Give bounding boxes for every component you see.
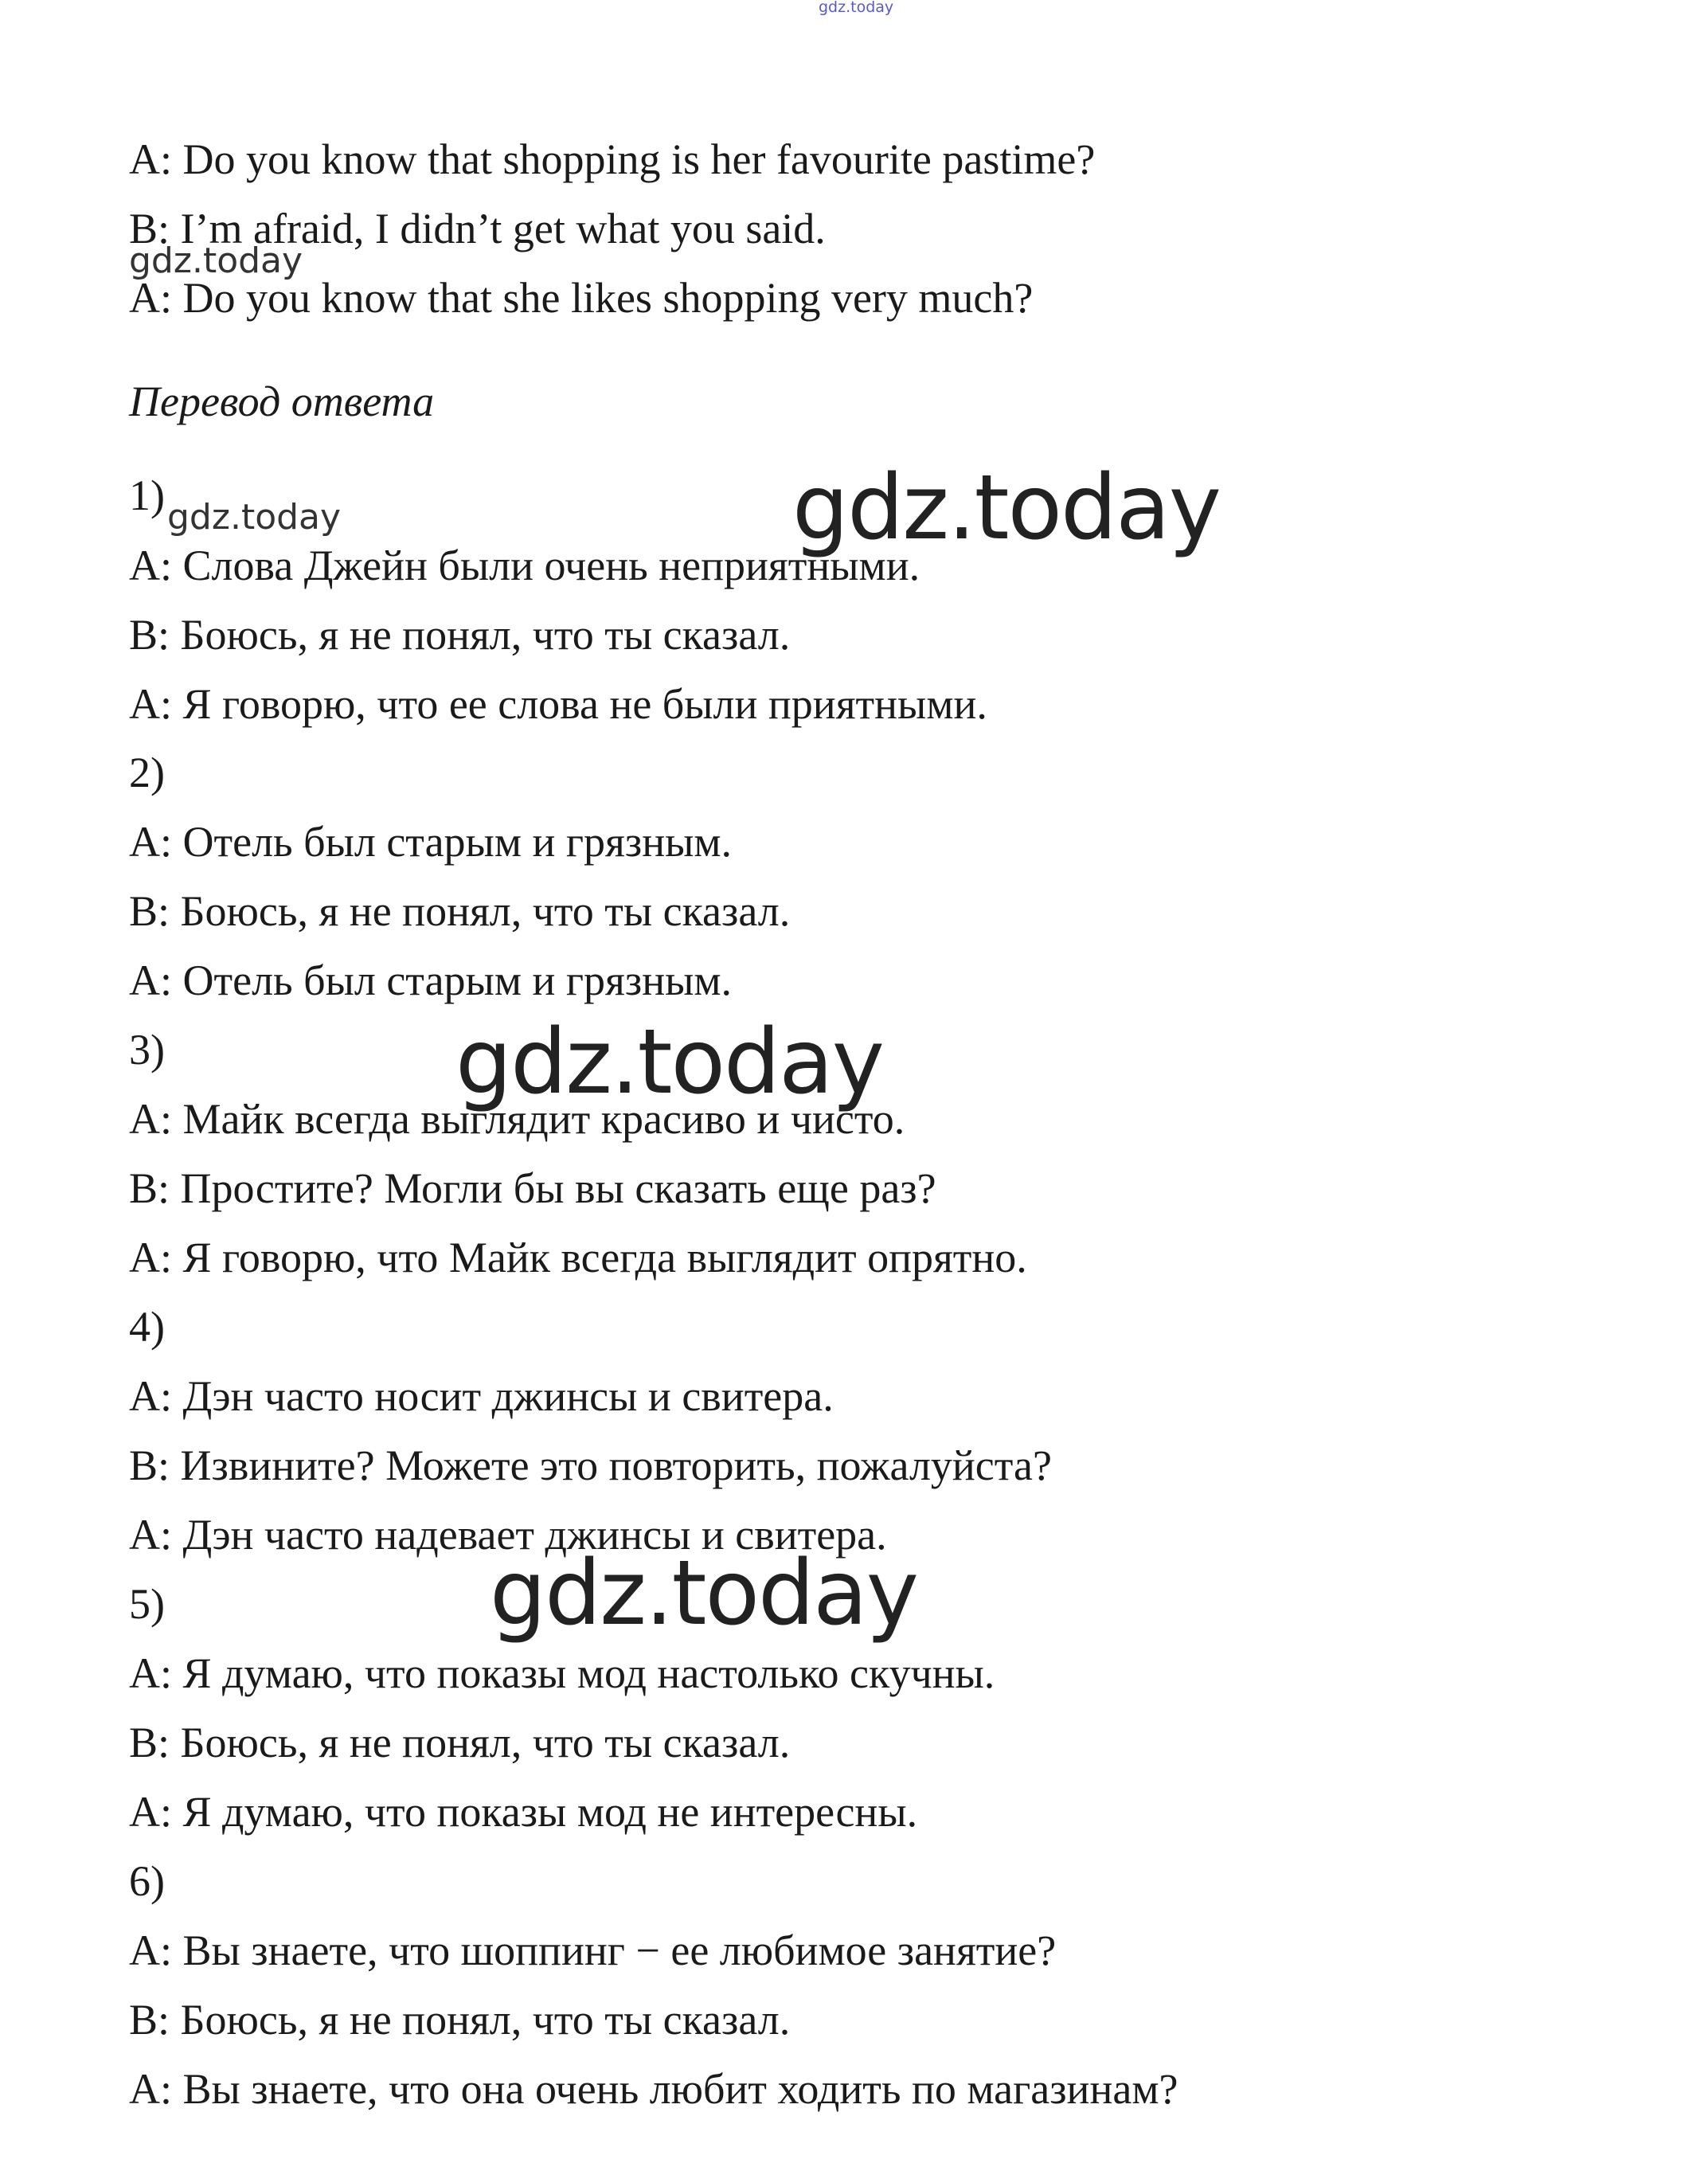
dialogue-line: A: Вы знаете, что шоппинг − ее любимое занятие? [129, 1926, 1057, 1974]
dialogue-number: 5) [129, 1580, 165, 1628]
watermark-top: gdz.today [819, 0, 894, 16]
dialogue-line: B: Боюсь, я не понял, что ты сказал. [129, 1719, 791, 1766]
dialogue-line: A: Майк всегда выглядит красиво и чисто. [129, 1095, 905, 1143]
dialogue-line: A: Отель был старым и грязным. [129, 818, 733, 866]
english-line: A: Do you know that she likes shopping very much? [129, 274, 1034, 322]
english-line: A: Do you know that shopping is her favourite pastime? [129, 135, 1096, 183]
dialogue-line: A: Я говорю, что Майк всегда выглядит опрятно. [129, 1234, 1027, 1281]
dialogue-line: A: Вы знаете, что она очень любит ходить по магазинам? [129, 2065, 1178, 2113]
dialogue-number: 1) [129, 471, 165, 519]
translation-heading: Перевод ответа [129, 377, 435, 425]
dialogue-line: B: Боюсь, я не понял, что ты сказал. [129, 1996, 791, 2044]
watermark-large: gdz.today [455, 1011, 884, 1114]
dialogue-number: 3) [129, 1026, 165, 1074]
watermark-large: gdz.today [490, 1542, 918, 1645]
dialogue-line: B: Извините? Можете это повторить, пожалуйста? [129, 1441, 1052, 1489]
dialogue-line: B: Боюсь, я не понял, что ты сказал. [129, 887, 791, 935]
dialogue-line: A: Дэн часто надевает джинсы и свитера. [129, 1511, 887, 1559]
dialogue-line: A: Дэн часто носит джинсы и свитера. [129, 1372, 834, 1420]
dialogue-number: 6) [129, 1857, 165, 1905]
dialogue-line: B: Боюсь, я не понял, что ты сказал. [129, 611, 791, 659]
dialogue-number: 2) [129, 749, 165, 796]
dialogue-line: A: Отель был старым и грязным. [129, 956, 733, 1004]
dialogue-line: B: Простите? Могли бы вы сказать еще раз? [129, 1164, 936, 1212]
watermark-small: gdz.today [167, 497, 342, 538]
dialogue-number: 4) [129, 1303, 165, 1351]
dialogue-line: A: Я думаю, что показы мод не интересны. [129, 1788, 918, 1836]
dialogue-line: A: Я думаю, что показы мод настолько скучны. [129, 1649, 995, 1697]
watermark-small: gdz.today [129, 241, 303, 281]
dialogue-line: A: Я говорю, что ее слова не были приятными. [129, 680, 987, 728]
watermark-large: gdz.today [792, 456, 1221, 560]
english-line: B: I’m afraid, I didn’t get what you said. [129, 205, 826, 252]
dialogue-line: A: Слова Джейн были очень неприятными. [129, 542, 920, 589]
